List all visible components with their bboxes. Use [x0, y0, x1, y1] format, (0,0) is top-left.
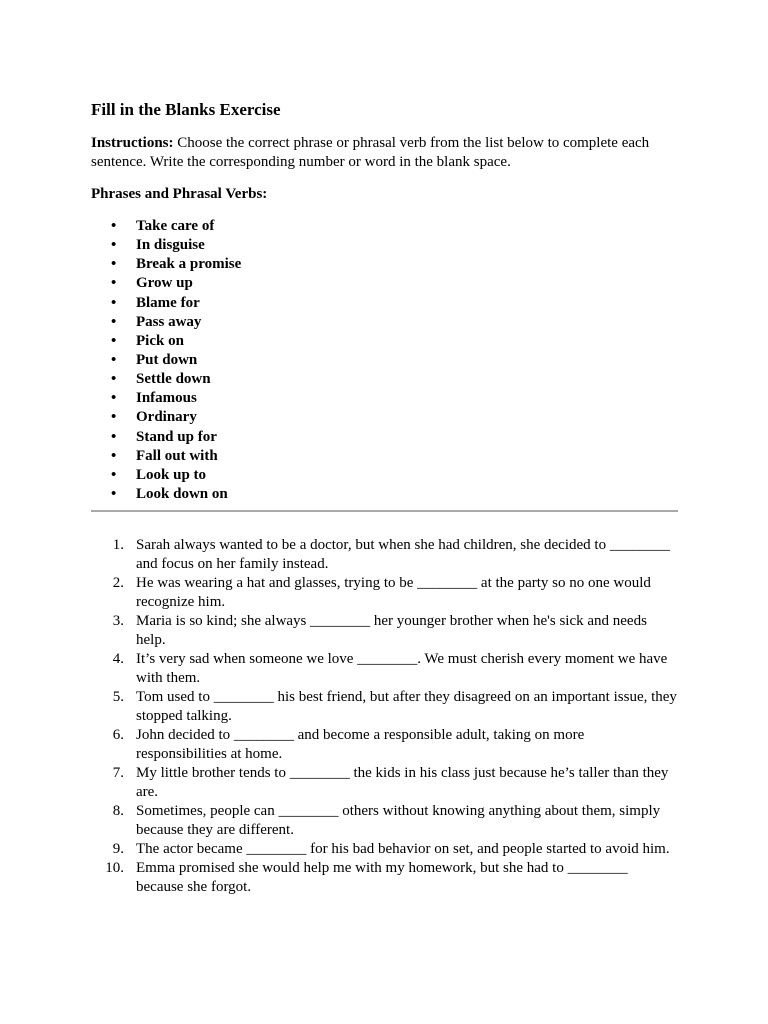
phrase-label: Pass away	[136, 313, 202, 330]
sentence-number: 7.	[112, 765, 124, 781]
sentence-text: The actor became ________ for his bad behavior on set, and people started to avoid him.	[136, 841, 670, 857]
sentence-item	[91, 840, 678, 859]
sentence-number: 6.	[112, 727, 124, 743]
sentence-item	[91, 764, 678, 802]
phrase-label: Fall out with	[136, 447, 218, 464]
bullet-icon: •	[111, 351, 117, 368]
instructions-paragraph	[91, 134, 671, 172]
phrase-label: In disguise	[136, 237, 205, 254]
instructions-text: Choose the correct phrase or phrasal verb from the list below to complete each sentence. Write the corresponding number or word in the blank space.	[91, 135, 650, 170]
sentence-item	[91, 536, 678, 574]
phrase-label: Break a promise	[136, 256, 242, 273]
phrase-label: Stand up for	[136, 428, 217, 445]
sentence-number: 5.	[112, 689, 124, 705]
phrase-item	[91, 274, 241, 293]
phrase-item	[91, 447, 241, 466]
sentences-list	[91, 536, 678, 897]
sentence-number: 1.	[112, 537, 124, 553]
phrase-item	[91, 255, 241, 274]
sentence-text: Emma promised she would help me with my homework, but she had to ________ because she forgot.	[136, 860, 628, 895]
phrase-label: Take care of	[136, 218, 215, 234]
bullet-icon: •	[111, 256, 117, 273]
sentence-item	[91, 802, 678, 840]
sentence-number: 8.	[112, 803, 124, 819]
sentence-number: 4.	[112, 651, 124, 667]
sentence-text: He was wearing a hat and glasses, trying to be ________ at the party so no one would recognize him.	[136, 575, 651, 610]
sentence-text: It’s very sad when someone we love ________. We must cherish every moment we have with them.	[136, 651, 668, 686]
bullet-icon: •	[111, 218, 117, 234]
phrases-heading: Phrases and Phrasal Verbs:	[91, 186, 268, 202]
phrase-item	[91, 466, 241, 485]
phrase-item	[91, 313, 241, 332]
phrase-label: Ordinary	[136, 409, 197, 426]
phrase-label: Look down on	[136, 485, 228, 502]
phrase-item	[91, 485, 241, 504]
sentence-number: 10.	[105, 860, 124, 876]
phrase-label: Look up to	[136, 466, 207, 483]
bullet-icon: •	[111, 428, 117, 445]
bullet-icon: •	[111, 447, 117, 464]
sentence-text: Tom used to ________ his best friend, but after they disagreed on an important issue, they stopped talking.	[136, 689, 677, 724]
instructions-label: Instructions:	[91, 135, 174, 151]
bullet-icon: •	[111, 390, 117, 407]
phrase-item	[91, 236, 241, 255]
phrase-label: Infamous	[136, 390, 197, 407]
phrase-label: Blame for	[136, 294, 200, 311]
phrase-item	[91, 332, 241, 351]
sentence-item	[91, 612, 678, 650]
phrase-label: Put down	[136, 351, 198, 368]
page-title: Fill in the Blanks Exercise	[91, 100, 281, 119]
phrase-label: Grow up	[136, 275, 193, 292]
bullet-icon: •	[111, 466, 117, 483]
sentence-item	[91, 726, 678, 764]
bullet-icon: •	[111, 409, 117, 426]
phrases-list	[91, 217, 241, 504]
sentence-number: 9.	[112, 841, 124, 857]
sentence-text: My little brother tends to ________ the kids in his class just because he’s taller than they are.	[136, 765, 669, 800]
sentence-item	[91, 574, 678, 612]
sentence-item	[91, 688, 678, 726]
bullet-icon: •	[111, 313, 117, 330]
bullet-icon: •	[111, 275, 117, 292]
phrase-item	[91, 408, 241, 427]
bullet-icon: •	[111, 294, 117, 311]
bullet-icon: •	[111, 237, 117, 254]
sentence-number: 3.	[112, 613, 124, 629]
phrase-item	[91, 217, 241, 236]
phrase-item	[91, 294, 241, 313]
sentence-number: 2.	[112, 575, 124, 591]
phrase-item	[91, 389, 241, 408]
sentence-text: John decided to ________ and become a responsible adult, taking on more responsibilities at home.	[136, 727, 585, 762]
sentence-item	[91, 859, 678, 897]
phrase-label: Pick on	[136, 332, 184, 349]
bullet-icon: •	[111, 485, 117, 502]
sentence-text: Sometimes, people can ________ others without knowing anything about them, simply because they are different.	[136, 803, 661, 838]
section-divider	[91, 510, 678, 512]
sentence-item	[91, 650, 678, 688]
sentence-text: Sarah always wanted to be a doctor, but when she had children, she decided to ________ and focus on her family instead.	[136, 537, 670, 572]
sentence-text: Maria is so kind; she always ________ her younger brother when he's sick and needs help.	[136, 613, 647, 648]
phrase-item	[91, 351, 241, 370]
phrase-label: Settle down	[136, 371, 211, 388]
phrase-item	[91, 370, 241, 389]
bullet-icon: •	[111, 332, 117, 349]
bullet-icon: •	[111, 371, 117, 388]
phrase-item	[91, 428, 241, 447]
